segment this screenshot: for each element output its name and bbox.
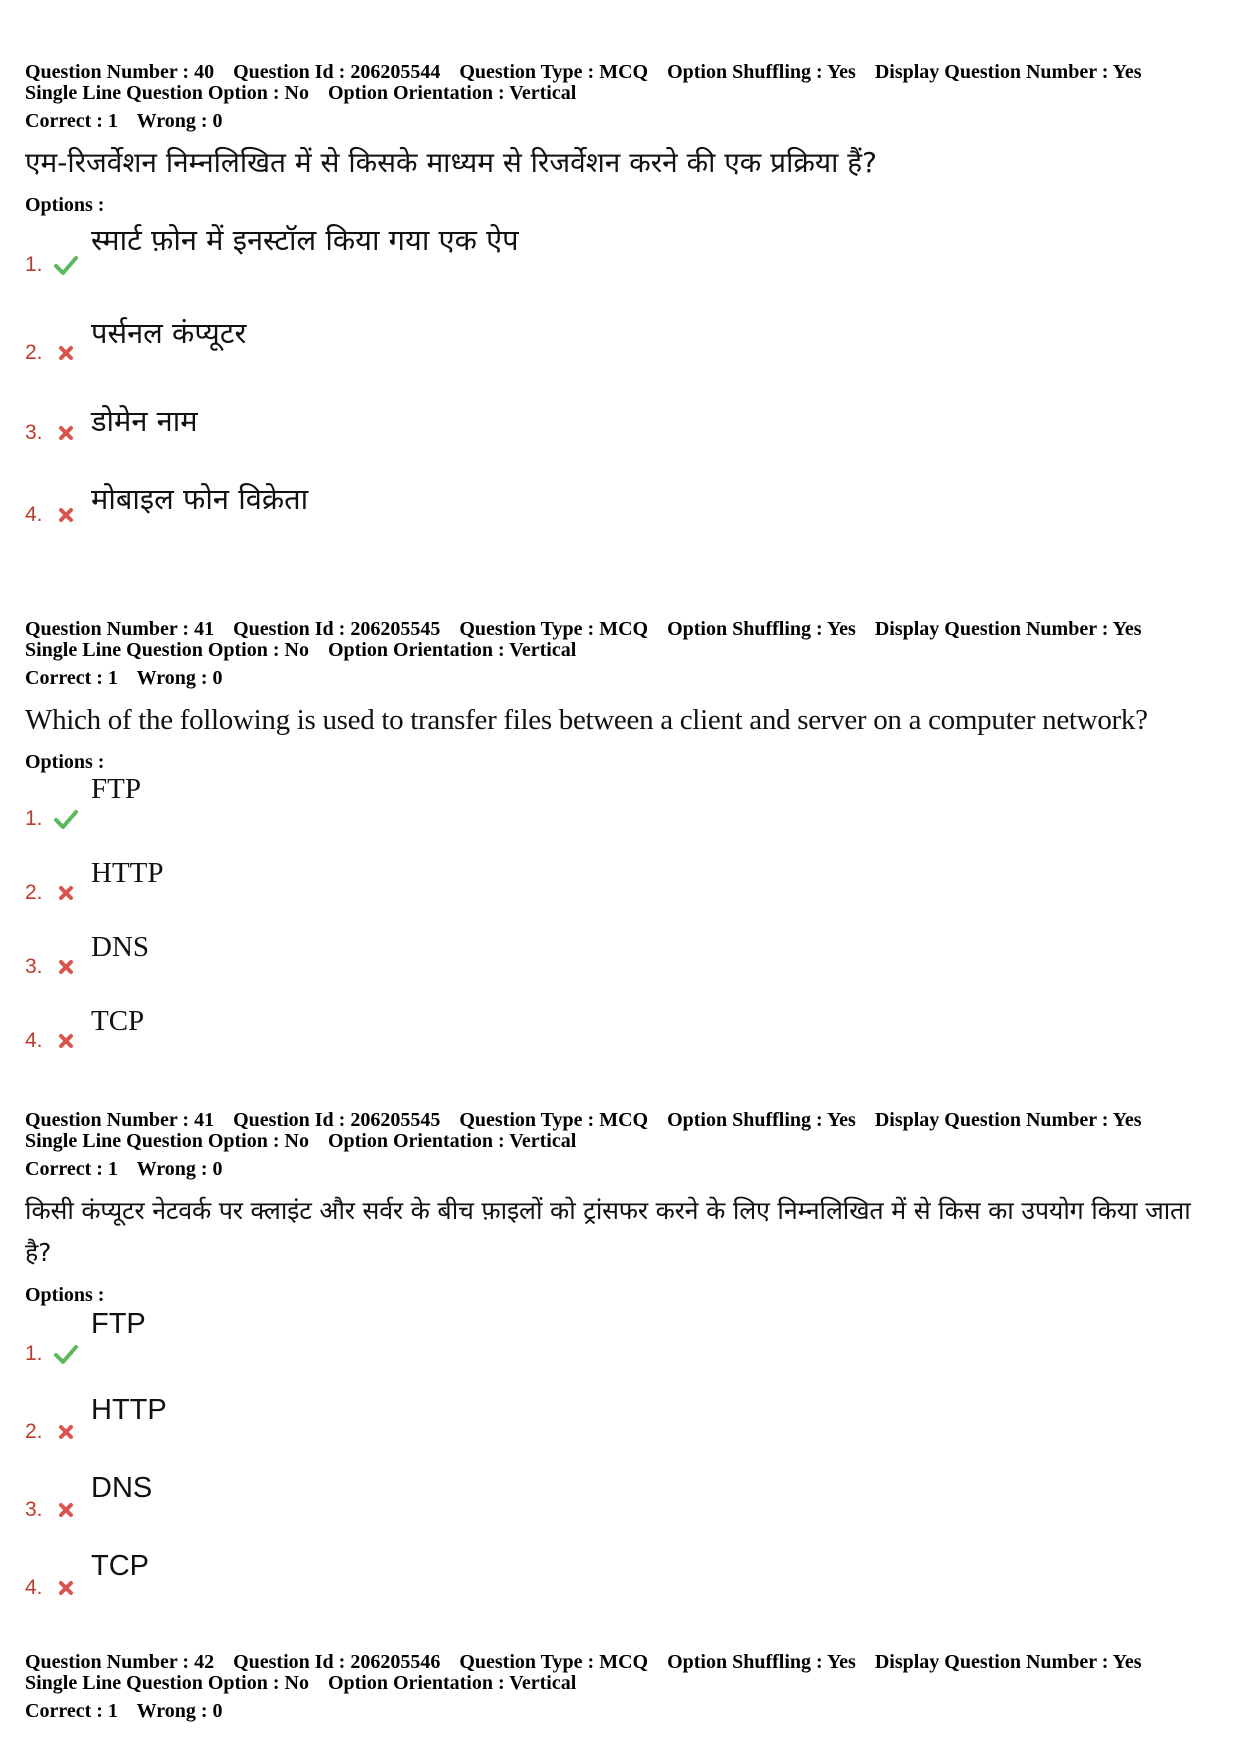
- question-meta-line-2: Single Line Question Option : No Option Orientation : Vertical: [25, 82, 577, 104]
- option-text: DNS: [91, 1472, 153, 1504]
- wrong-marks: 0: [212, 110, 223, 132]
- option-number: 4.: [25, 1029, 43, 1052]
- question-block-40: [25, 62, 1220, 541]
- question-block-41-en: [25, 619, 1220, 1067]
- option-item: [25, 1380, 1220, 1458]
- option-text: HTTP: [91, 857, 164, 889]
- question-meta-line-1: Question Number : 41 Question Id : 206205545 Question Type : MCQ Option Shuffling : Yes Display Question Number : Yes: [25, 618, 1142, 640]
- marks-line: Correct : 1 Wrong : 0: [25, 110, 223, 132]
- option-text: HTTP: [91, 1394, 167, 1426]
- option-text: DNS: [91, 931, 150, 963]
- option-item: [25, 379, 1220, 459]
- question-text: किसी कंप्यूटर नेटवर्क पर क्लाइंट और सर्वर के बीच फ़ाइलों को ट्रांसफर करने के लिए निम्नलिखित में से किस का उपयोग किया जाता है?: [25, 1196, 1191, 1267]
- marks-line: Correct : 1 Wrong : 0: [25, 1700, 223, 1722]
- cross-icon: [53, 1420, 79, 1444]
- question-meta-line-1: Question Number : 40 Question Id : 206205544 Question Type : MCQ Option Shuffling : Yes Display Question Number : Yes: [25, 61, 1142, 83]
- option-number: 1.: [25, 807, 43, 830]
- wrong-marks: 0: [212, 1700, 223, 1722]
- option-orientation: Vertical: [509, 1130, 577, 1152]
- option-number: 2.: [25, 341, 43, 364]
- question-id: 206205545: [350, 1109, 441, 1131]
- question-meta-line-1: Question Number : 42 Question Id : 206205546 Question Type : MCQ Option Shuffling : Yes Display Question Number : Yes: [25, 1651, 1142, 1673]
- option-item: [25, 919, 1220, 993]
- cross-icon: [53, 503, 79, 527]
- option-item: [25, 1306, 1220, 1380]
- question-number: 41: [194, 618, 215, 640]
- question-type: MCQ: [599, 1651, 649, 1673]
- question-number: 42: [194, 1651, 215, 1673]
- cross-icon: [53, 1576, 79, 1600]
- option-text: FTP: [91, 1308, 146, 1340]
- options-heading: Options :: [25, 1284, 105, 1306]
- single-line-option: No: [284, 82, 309, 104]
- question-text: एम-रिजर्वेशन निम्नलिखित में से किसके माध्यम से रिजर्वेशन करने की एक प्रक्रिया हैं?: [25, 146, 877, 179]
- option-text: डोमेन नाम: [91, 404, 198, 438]
- option-orientation: Vertical: [509, 1672, 577, 1694]
- option-shuffling: Yes: [826, 618, 856, 640]
- option-number: 2.: [25, 1420, 43, 1443]
- cross-icon: [53, 1498, 79, 1522]
- correct-marks: 1: [107, 1158, 118, 1180]
- option-shuffling: Yes: [826, 1651, 856, 1673]
- correct-marks: 1: [107, 110, 118, 132]
- options-heading: Options :: [25, 194, 105, 216]
- question-number: 40: [194, 61, 215, 83]
- cross-icon: [53, 881, 79, 905]
- check-icon: [53, 1342, 79, 1366]
- wrong-marks: 0: [212, 1158, 223, 1180]
- question-meta-line-2: Single Line Question Option : No Option Orientation : Vertical: [25, 1672, 577, 1694]
- option-text: FTP: [91, 773, 141, 805]
- option-text: पर्सनल कंप्यूटर: [91, 316, 247, 350]
- single-line-option: No: [284, 1130, 309, 1152]
- question-id: 206205546: [350, 1651, 441, 1673]
- option-text: TCP: [91, 1005, 145, 1037]
- option-item: [25, 1536, 1220, 1614]
- question-block-42: [25, 1652, 1220, 1722]
- option-item: [25, 773, 1220, 845]
- option-number: 1.: [25, 253, 43, 276]
- option-text: मोबाइल फोन विक्रेता: [91, 482, 309, 516]
- question-text: Which of the following is used to transfer files between a client and server on a computer network?: [25, 704, 1148, 736]
- option-number: 3.: [25, 955, 43, 978]
- option-text: स्मार्ट फ़ोन में इनस्टॉल किया गया एक ऐप: [91, 223, 519, 257]
- single-line-option: No: [284, 1672, 309, 1694]
- display-question-number: Yes: [1112, 618, 1142, 640]
- option-item: [25, 291, 1220, 379]
- display-question-number: Yes: [1112, 1109, 1142, 1131]
- option-number: 3.: [25, 421, 43, 444]
- option-number: 1.: [25, 1342, 43, 1365]
- option-text: TCP: [91, 1550, 149, 1582]
- option-shuffling: Yes: [826, 1109, 856, 1131]
- option-number: 3.: [25, 1498, 43, 1521]
- display-question-number: Yes: [1112, 1651, 1142, 1673]
- option-orientation: Vertical: [509, 639, 577, 661]
- option-number: 4.: [25, 503, 43, 526]
- wrong-marks: 0: [212, 667, 223, 689]
- marks-line: Correct : 1 Wrong : 0: [25, 1158, 223, 1180]
- option-item: [25, 845, 1220, 919]
- cross-icon: [53, 1029, 79, 1053]
- question-meta-line-1: Question Number : 41 Question Id : 206205545 Question Type : MCQ Option Shuffling : Yes Display Question Number : Yes: [25, 1109, 1142, 1131]
- display-question-number: Yes: [1112, 61, 1142, 83]
- option-number: 2.: [25, 881, 43, 904]
- check-icon: [53, 807, 79, 831]
- option-number: 4.: [25, 1576, 43, 1599]
- correct-marks: 1: [107, 667, 118, 689]
- option-shuffling: Yes: [826, 61, 856, 83]
- question-block-41-hi: [25, 1110, 1220, 1614]
- option-item: [25, 993, 1220, 1067]
- option-orientation: Vertical: [509, 82, 577, 104]
- option-item: [25, 1458, 1220, 1536]
- cross-icon: [53, 421, 79, 445]
- options-heading: Options :: [25, 751, 105, 773]
- question-type: MCQ: [599, 618, 649, 640]
- question-meta-line-2: Single Line Question Option : No Option Orientation : Vertical: [25, 639, 577, 661]
- question-type: MCQ: [599, 1109, 649, 1131]
- cross-icon: [53, 955, 79, 979]
- correct-marks: 1: [107, 1700, 118, 1722]
- question-number: 41: [194, 1109, 215, 1131]
- option-item: [25, 216, 1220, 291]
- question-type: MCQ: [599, 61, 649, 83]
- check-icon: [53, 253, 79, 277]
- cross-icon: [53, 341, 79, 365]
- marks-line: Correct : 1 Wrong : 0: [25, 667, 223, 689]
- question-id: 206205545: [350, 618, 441, 640]
- option-item: [25, 459, 1220, 541]
- single-line-option: No: [284, 639, 309, 661]
- question-meta-line-2: Single Line Question Option : No Option Orientation : Vertical: [25, 1130, 577, 1152]
- question-id: 206205544: [350, 61, 441, 83]
